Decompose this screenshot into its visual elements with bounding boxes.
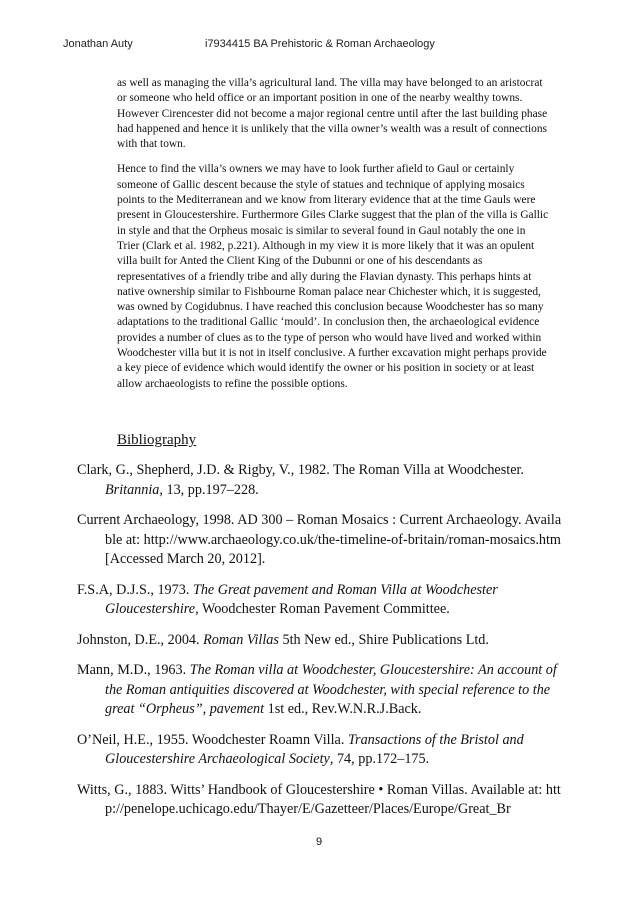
entry-title: Roman Villas [203, 631, 279, 648]
bibliography-entry [77, 781, 563, 820]
body-text [117, 76, 549, 402]
entry-text: Witts, G., 1883. Witts’ Handbook of Gloucestershire • Roman Villas. Available at: http://penelope.uchicago.edu/Thayer/E/Gazetteer/Places/Europe/Great_Br [77, 781, 561, 817]
entry-text: O’Neil, H.E., 1955. Woodchester Roamn Villa. [77, 731, 348, 748]
bibliography-entry [77, 461, 563, 500]
entry-text: F.S.A, D.J.S., 1973. [77, 581, 193, 598]
header-author: Jonathan Auty [63, 38, 133, 50]
entry-text: , 13, pp.197–228. [159, 481, 259, 498]
header-course: i7934415 BA Prehistoric & Roman Archaeology [205, 38, 435, 50]
paragraph: Hence to find the villa’s owners we may have to look further afield to Gaul or certainly someone of Gallic descent because the style of statues and technique of applying mosaics points to the Mediterranean and we know from literary evidence that at the time Gauls were present in Gloucestershire. Furthermore Giles Clarke suggest that the plan of the villa is Gallic in style and that the Orpheus mosaic is similar to several found in Gaul notably the one in Trier (Clark et al. 1982, p.221). Although in my view it is more likely that it was an opulent villa built for Anted the Client King of the Dubunni or one of his descendants as representatives of a friendly tribe and ally during the Flavian dynasty. This perhaps hints at native ownership similar to Fishbourne Roman palace near Chichester which, it is suggested, was owned by Cogidubnus. I have reached this conclusion because Woodchester has so many adaptations to the traditional Gallic ‘mould’. In conclusion then, the archaeological evidence provides a number of clues as to the type of person who would have lived and worked within Woodchester villa but it is not in itself conclusive. A further excavation might perhaps provide a key piece of evidence which would identify the owner or his position in society or at least allow archaeologists to refine the possible options. [117, 163, 549, 390]
paragraph: as well as managing the villa’s agricultural land. The villa may have belonged to an aristocrat or someone who held office or an important position in one of the nearby wealthy towns. However Cirencester did not become a major regional centre until after the last building phase had happened and hence it is unlikely that the villa owner’s wealth was a result of connections with that town. [117, 77, 548, 151]
entry-text: , 74, pp.172–175. [329, 751, 430, 767]
entry-text: Johnston, D.E., 2004. [77, 631, 204, 648]
bibliography-entry [77, 581, 563, 620]
bibliography-entry [77, 731, 563, 770]
entry-text: 5th New ed., Shire Publications Ltd. [278, 631, 489, 648]
bibliography-entry [77, 631, 563, 651]
bibliography-heading: Bibliography [117, 432, 197, 448]
entry-text: Current Archaeology, 1998. AD 300 – Roman Mosaics : Current Archaeology. Available at: http://www.archaeology.co.uk/the-timeline-of-britain/roman-mosaics.htm [Accessed March 20, 2012]. [77, 512, 562, 567]
bibliography-list [77, 461, 563, 831]
entry-title: The Great pavement and Roman Villa at Woodchester Gloucestershire [105, 581, 498, 617]
bibliography-entry [77, 511, 563, 570]
entry-title: The Roman villa at Woodchester, Gloucestershire: An account of the Roman antiquities discovered at Woodchester, with special reference to the great “Orpheus”, pavement [105, 662, 557, 717]
entry-title: Britannia [105, 481, 160, 498]
bibliography-entry [77, 661, 563, 720]
page-header [63, 38, 578, 54]
entry-title: Transactions of the Bristol and Gloucestershire Archaeological Society [105, 731, 524, 767]
entry-text: Mann, M.D., 1963. [77, 662, 190, 678]
page-number: 9 [315, 836, 323, 848]
entry-text: 1st ed., Rev.W.N.R.J.Back. [264, 701, 422, 717]
entry-text: , Woodchester Roman Pavement Committee. [195, 601, 450, 617]
entry-text: Clark, G., Shepherd, J.D. & Rigby, V., 1982. The Roman Villa at Woodchester. [77, 462, 524, 478]
